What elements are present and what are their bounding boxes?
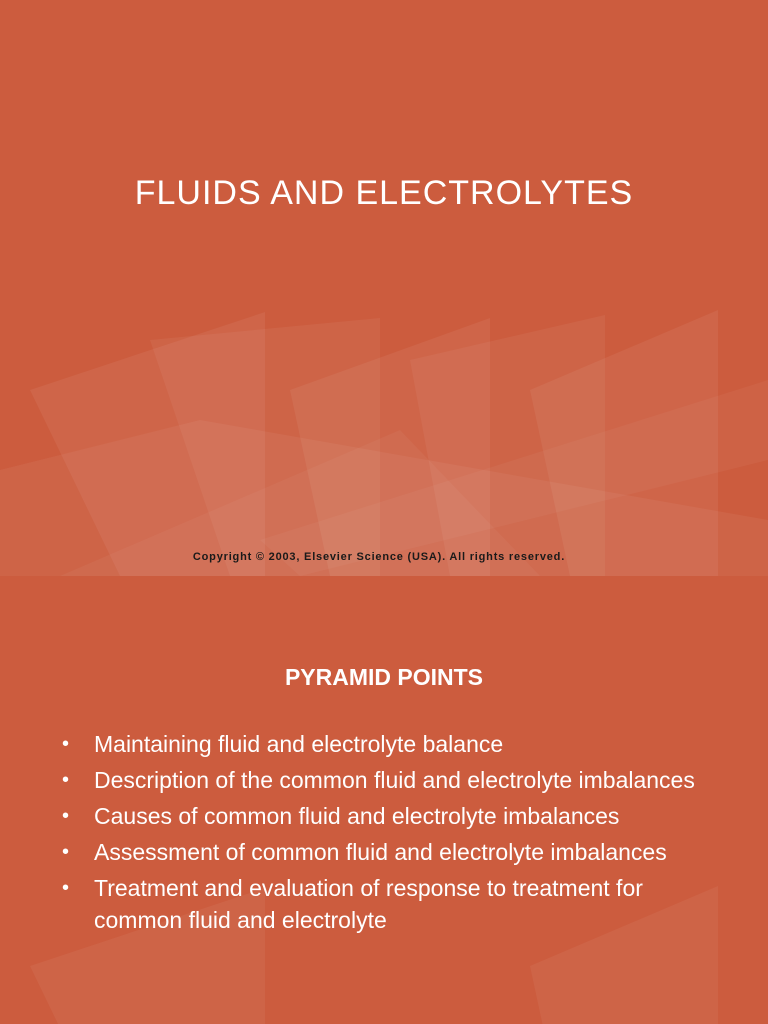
bullet-text: Causes of common fluid and electrolyte imbalances: [94, 803, 620, 829]
bullet-text: Assessment of common fluid and electrolyte imbalances: [94, 839, 667, 865]
bullet-icon: •: [62, 805, 70, 827]
slide-title: FLUIDS AND ELECTROLYTES: [134, 174, 634, 212]
list-item: [62, 728, 702, 760]
bullet-text: Description of the common fluid and electrolyte imbalances: [94, 767, 695, 793]
bullet-icon: •: [62, 877, 70, 899]
slide-heading: PYRAMID POINTS: [284, 664, 484, 690]
bullet-icon: •: [62, 841, 70, 863]
bullet-list: [62, 728, 702, 940]
list-item: [62, 764, 702, 796]
list-item: [62, 836, 702, 868]
list-item: [62, 800, 702, 832]
bullet-icon: •: [62, 769, 70, 791]
bullet-text: Treatment and evaluation of response to treatment for common fluid and electrolyte: [94, 875, 643, 933]
bullet-icon: •: [62, 733, 70, 755]
list-item: [62, 872, 702, 936]
copyright-notice: Copyright © 2003, Elsevier Science (USA). All rights reserved.: [192, 551, 566, 563]
bullet-text: Maintaining fluid and electrolyte balance: [94, 731, 504, 757]
content-slide: [0, 576, 768, 1024]
